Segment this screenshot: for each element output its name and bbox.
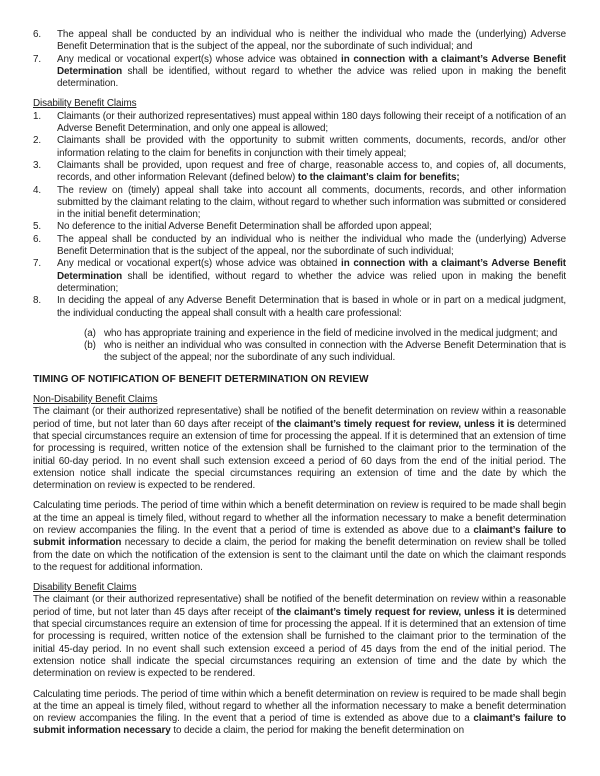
list-item-7 [33, 54, 566, 91]
list-item-text: In deciding the appeal of any Adverse Benefit Determination that is based in whole or in part on a medical judgment, the individual conducting the appeal shall consult with a health care professional: [57, 295, 566, 319]
db-list-item-3 [33, 160, 566, 185]
list-item-text: Claimants shall be provided with the opportunity to submit written comments, documents, records, and/or other information relating to the claim for benefits in conjunction with their timely appeal; [57, 135, 566, 159]
db-list-item-2 [33, 135, 566, 160]
health-professional-sub-list [84, 328, 566, 365]
list-item-number: 1. [33, 110, 42, 122]
sub-item-b [84, 340, 566, 365]
sub-item-text: who is neither an individual who was consulted in connection with the Adverse Benefit Determination that is the subject of the appeal; nor the subordinate of any such individual. [104, 340, 566, 364]
list-item-number: 4. [33, 184, 42, 196]
list-item-6 [33, 29, 566, 54]
db-list-item-1 [33, 111, 566, 136]
sub-item-marker: (b) [84, 340, 96, 352]
disability-timing-paragraph: The claimant (or their authorized representative) shall be notified of the benefit determination on review within a reasonable period of time, but not later than 45 days after receipt of the claimant’s timely request for review, unless it is determined that special circumstances require an extension of time for processing the appeal. If it is determined that an extension of time for processing is required, written notice of the extension shall be furnished to the claimant prior to the termination of the initial 45-day period. In no event shall such extension exceed a period of 45 days from the end of the initial period. The extension notice shall indicate the special circumstances requiring an extension of time and the date by which the determination on review is expected to be rendered. [33, 594, 566, 680]
disability-benefit-claims-timing-heading: Disability Benefit Claims [33, 582, 137, 594]
disability-calculating-paragraph: Calculating time periods. The period of time within which a benefit determination on review is required to be made shall begin at the time an appeal is timely filed, without regard to whether all the information necessary to make a benefit determination on review accompanies the filing. In the event that a period of time is extended as above due to a claimant’s failure to submit information necessary to decide a claim, the period for making the benefit determination on [33, 688, 567, 737]
list-item-number: 3. [33, 159, 42, 171]
db-list-item-6 [33, 234, 566, 259]
list-item-number: 7. [33, 258, 42, 270]
list-item-number: 7. [33, 53, 42, 65]
non-disability-calculating-paragraph: Calculating time periods. The period of time within which a benefit determination on review is required to be made shall begin at the time an appeal is timely filed, without regard to whether all the information necessary to make a benefit determination on review accompanies the filing. In the event that a period of time is extended as above due to a claimant’s failure to submit information necessary to decide a claim, the period for making the benefit determination on review shall be tolled from the date on which the notification of the extension is sent to the claimant until the date on which the claimant responds to the request for additional information. [33, 500, 567, 573]
appeal-rules-list-continuation [33, 29, 566, 90]
list-item-number: 8. [33, 295, 42, 307]
sub-item-a [84, 328, 566, 340]
list-item-number: 2. [33, 135, 42, 147]
db-list-item-7 [33, 258, 566, 295]
list-item-number: 5. [33, 221, 42, 233]
list-item-number: 6. [33, 29, 42, 40]
list-item-text: The appeal shall be conducted by an individual who is neither the individual who made the (underlying) Adverse Benefit Determination that is the subject of the appeal, nor the subordinate of such individual; and [57, 29, 566, 53]
sub-item-text: who has appropriate training and experience in the field of medicine involved in the medical judgment; and [104, 327, 558, 339]
sub-item-marker: (a) [84, 327, 96, 339]
list-item-text: The appeal shall be conducted by an individual who is neither the individual who made the (underlying) Adverse Benefit Determination that is the subject of the appeal, nor the subordinate of such individual; [57, 233, 566, 258]
db-list-item-5 [33, 221, 566, 233]
non-disability-timing-paragraph: The claimant (or their authorized representative) shall be notified of the benefit determination on review within a reasonable period of time, but not later than 60 days after receipt of the claimant’s timely request for review, unless it is determined that special circumstances require an extension of time for processing the appeal. If it is determined that an extension of time for processing is required, written notice of the extension shall be furnished to the claimant prior to the termination of the initial 60-day period. In no event shall such extension exceed a period of 60 days from the end of the initial period. The extension notice shall indicate the special circumstances requiring an extension of time and the date by which the determination on review is expected to be rendered. [33, 406, 566, 492]
timing-of-notification-heading: TIMING OF NOTIFICATION OF BENEFIT DETERMINATION ON REVIEW [33, 373, 369, 385]
list-item-text: Any medical or vocational expert(s) whose advice was obtained in connection with a claimant’s Adverse Benefit Determination shall be identified, without regard to whether the advice was relied upon in making the benefit determination. [57, 53, 566, 90]
list-item-number: 6. [33, 233, 42, 245]
disability-benefit-claims-heading: Disability Benefit Claims [33, 98, 137, 110]
list-item-text: Any medical or vocational expert(s) whose advice was obtained in connection with a claimant’s Adverse Benefit Determination shall be identified, without regard to whether the advice was relied upon in making the benefit determination; [57, 258, 566, 294]
list-item-text: Claimants (or their authorized representatives) must appeal within 180 days following their receipt of a notification of an Adverse Benefit Determination, and only one appeal is allowed; [57, 110, 566, 135]
list-item-text: No deference to the initial Adverse Benefit Determination shall be afforded upon appeal; [57, 221, 432, 233]
db-list-item-4 [33, 185, 566, 222]
list-item-text: The review on (timely) appeal shall take into account all comments, documents, records, and other information submitted by the claimant relating to the claim, without regard to whether such information was submitted or considered in the initial benefit determination; [57, 184, 566, 221]
non-disability-benefit-claims-heading: Non-Disability Benefit Claims [33, 394, 158, 406]
disability-claims-rules-list [33, 111, 566, 320]
db-list-item-8 [33, 295, 566, 320]
list-item-text: Claimants shall be provided, upon request and free of charge, reasonable access to, and copies of, all documents, records, and other information Relevant (defined below) to the claimant’s claim for benefits; [57, 159, 566, 184]
